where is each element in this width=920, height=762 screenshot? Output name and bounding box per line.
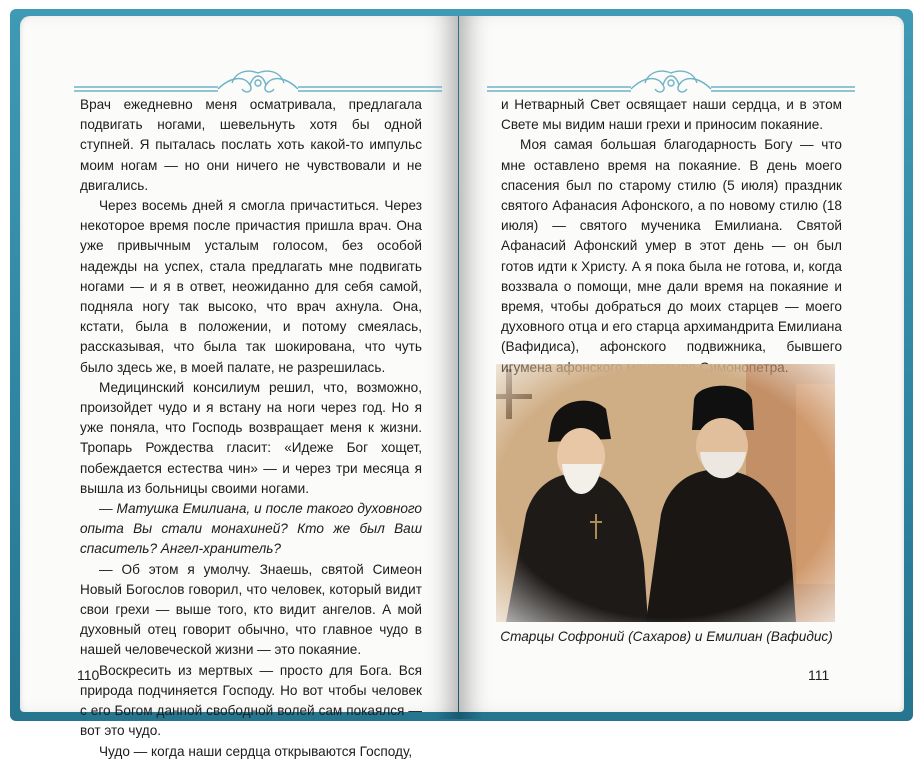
paragraph: Врач ежедневно меня осматривала, предлагала подвигать ногами, шевельнуть хотя бы одной ступней. Я пыталась послать хоть какой-то импульс моим ногам — но они ничего не чувствовали и не двигались. xyxy=(80,97,422,193)
paragraph: и Нетварный Свет освящает наши сердца, и в этом Свете мы видим наши грехи и приносим покаяние. xyxy=(501,97,842,133)
left-page xyxy=(20,16,458,759)
photo-caption: Старцы Софроний (Сахаров) и Емилиан (Вафидис) xyxy=(500,629,833,644)
page-number: 110 xyxy=(77,667,100,683)
page-number: 111 xyxy=(808,667,830,683)
paragraph: Воскресить из мертвых — просто для Бога. Вся природа подчиняется Господу. Но вот чтобы человек с его Богом данной свободной волей сам покаялся — вот это чудо. xyxy=(80,662,422,739)
paragraph: — Об этом я умолчу. Знаешь, святой Симеон Новый Богослов говорил, что человек, который видит свои грехи — выше того, кто видит ангелов. А мой духовный отец говорит обычно, что главное чудо в нашей человеческой жизни — это покаяние. xyxy=(80,561,422,658)
paragraph: Чудо — когда наши сердца открываются Господу, xyxy=(99,743,413,759)
right-page-text xyxy=(501,95,842,378)
right-page xyxy=(459,16,904,712)
left-page-text xyxy=(80,95,422,762)
elders-photo xyxy=(496,364,835,622)
paragraph: Через восемь дней я смогла причаститься. Через некоторое время после причастия пришла врач. Она уже привычным усталым голосом, без особой надежды на успех, стала предлагать мне подвигать ногами — и я в ответ, неожиданно для себя самой, подняла ногу так высоко, что врач ахнула. Она, кстати, была в положении, и потому смеялась, рассказывая, что была так шокирована, что чуть было здесь же, в моей палате, не разрешилась. xyxy=(80,198,422,375)
interview-question: — Матушка Емилиана, и после такого духовного опыта Вы стали монахиней? Кто же был Ваш спаситель? Ангел-хранитель? xyxy=(80,501,422,557)
paragraph: Моя самая большая благодарность Богу — что мне оставлено время на покаяние. В день моего спасения был по старому стилю (5 июля) праздник святого Афанасия Афонского, а по новому стилю (18 июля) — святого мученика Емилиана. Святой Афанасий Афонский умер в этот день — он был готов идти к Христу. А я пока была не готова, и, когда воззвала о помощи, мне дали время на покаяние и время, чтобы добраться до моих старцев — моего духовного отца и его старца архимандрита Емилиана (Вафидиса), афонского подвижника, бывшего xyxy=(501,137,842,355)
paragraph: Медицинский консилиум решил, что, возможно, произойдет чудо и я встану на ноги через год. Но я уже поняла, что Господь возвращает меня к жизни. Тропарь Рождества гласит: «Идеже Бог хощет, побеждается естества чин» — и через три месяца я вышла из больницы своими ногами. xyxy=(80,379,422,496)
